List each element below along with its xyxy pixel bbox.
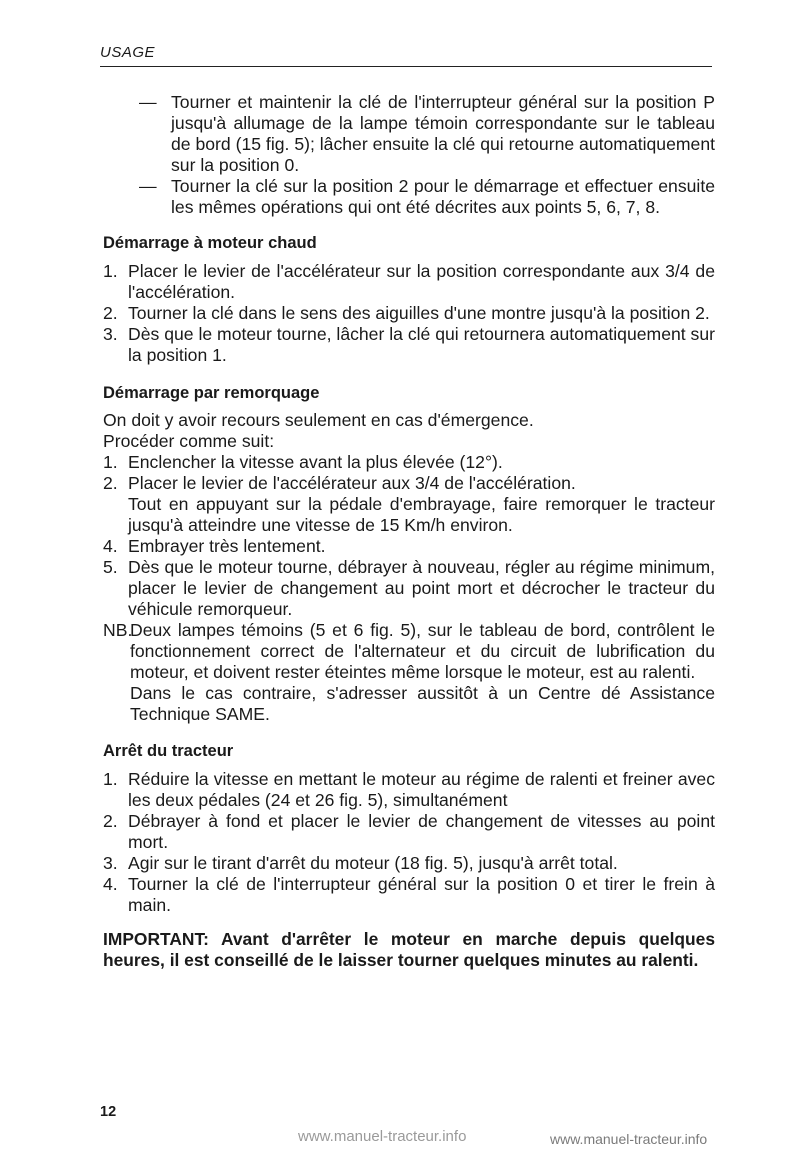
list-item (103, 494, 715, 536)
list-item (103, 853, 715, 874)
dash-marker: — (139, 176, 157, 196)
watermark-left: www.manuel-tracteur.info (298, 1128, 467, 1145)
item-number: 3. (103, 324, 118, 344)
item-number: 3. (103, 853, 118, 873)
list-item (103, 261, 715, 303)
page-header (100, 44, 712, 67)
paragraph: On doit y avoir recours seulement en cas d'émergence. (103, 410, 534, 430)
section-heading-hot-start: Démarrage à moteur chaud (103, 234, 317, 252)
item-number: 1. (103, 452, 118, 472)
item-number: 5. (103, 557, 118, 577)
list-item (103, 303, 715, 324)
list-item-text: Tourner la clé de l'interrupteur général sur la position 0 et tirer le frein à main. (128, 874, 715, 915)
list-item-text: Tourner la clé sur la position 2 pour le démarrage et effectuer ensuite les mêmes opérations qui ont été décrites aux points 5, 6, 7, 8. (171, 176, 715, 217)
list-item-text: Tout en appuyant sur la pédale d'embrayage, faire remorquer le tracteur jusqu'à atteindre une vitesse de 15 Km/h environ. (128, 494, 715, 535)
list-item (103, 92, 715, 176)
page-content (103, 92, 715, 971)
list-item (103, 452, 715, 473)
item-number: 4. (103, 874, 118, 894)
item-number: 2. (103, 303, 118, 323)
list-item-text: Dès que le moteur tourne, lâcher la clé qui retournera automatiquement sur la position 1. (128, 324, 715, 365)
list-item (103, 811, 715, 853)
list-item-text: Tourner et maintenir la clé de l'interrupteur général sur la position P jusqu'à allumage de la lampe témoin correspondante sur le tableau de bord (15 fig. 5); lâcher ensuite la clé qui retourne automatiquement sur la position 0. (171, 92, 715, 175)
list-item-text: Placer le levier de l'accélérateur aux 3/4 de l'accélération. (128, 473, 576, 493)
list-item (103, 874, 715, 916)
important-notice: IMPORTANT: Avant d'arrêter le moteur en marche depuis quelques heures, il est conseillé de le laisser tourner quelques minutes au ralenti. (103, 929, 715, 970)
note-block (103, 620, 715, 725)
list-item (103, 557, 715, 620)
list-item-text: Réduire la vitesse en mettant le moteur au régime de ralenti et freiner avec les deux pédales (24 et 26 fig. 5), simultanément (128, 769, 715, 810)
list-item-text: Dès que le moteur tourne, débrayer à nouveau, régler au régime minimum, placer le levier de changement au point mort et décrocher le tracteur du véhicule remorqueur. (128, 557, 715, 619)
paragraph: Procéder comme suit: (103, 431, 275, 451)
list-item (103, 769, 715, 811)
list-item-text: Agir sur le tirant d'arrêt du moteur (18 fig. 5), jusqu'à arrêt total. (128, 853, 618, 873)
list-item (103, 324, 715, 366)
header-title: USAGE (100, 44, 156, 61)
watermark-right: www.manuel-tracteur.info (550, 1131, 708, 1147)
section-heading-stop: Arrêt du tracteur (103, 742, 234, 760)
list-item (103, 176, 715, 218)
page-number: 12 (100, 1104, 117, 1120)
note-marker: NB. (103, 620, 133, 640)
item-number: 1. (103, 261, 118, 281)
section-heading-tow-start: Démarrage par remorquage (103, 384, 320, 402)
list-item-text: Embrayer très lentement. (128, 536, 326, 556)
list-item-text: Placer le levier de l'accélérateur sur la position correspondante aux 3/4 de l'accélération. (128, 261, 715, 302)
item-number: 4. (103, 536, 118, 556)
item-number: 2. (103, 473, 118, 493)
note-text: Deux lampes témoins (5 et 6 fig. 5), sur le tableau de bord, contrôlent le fonctionnement correct de l'alternateur et du circuit de lubrification du moteur, et doivent rester éteintes même lorsque le moteur, est au ralenti. (130, 620, 715, 682)
note-text-continued: Dans le cas contraire, s'adresser aussitôt à un Centre dé Assistance Technique SAME. (130, 683, 715, 724)
list-item-text: Tourner la clé dans le sens des aiguilles d'une montre jusqu'à la position 2. (128, 303, 710, 323)
list-item-text: Débrayer à fond et placer le levier de changement de vitesses au point mort. (128, 811, 715, 852)
item-number: 1. (103, 769, 118, 789)
item-number: 2. (103, 811, 118, 831)
list-item-text: Enclencher la vitesse avant la plus élevée (12°). (128, 452, 503, 472)
list-item (103, 536, 715, 557)
list-item (103, 473, 715, 494)
dash-marker: — (139, 92, 157, 112)
